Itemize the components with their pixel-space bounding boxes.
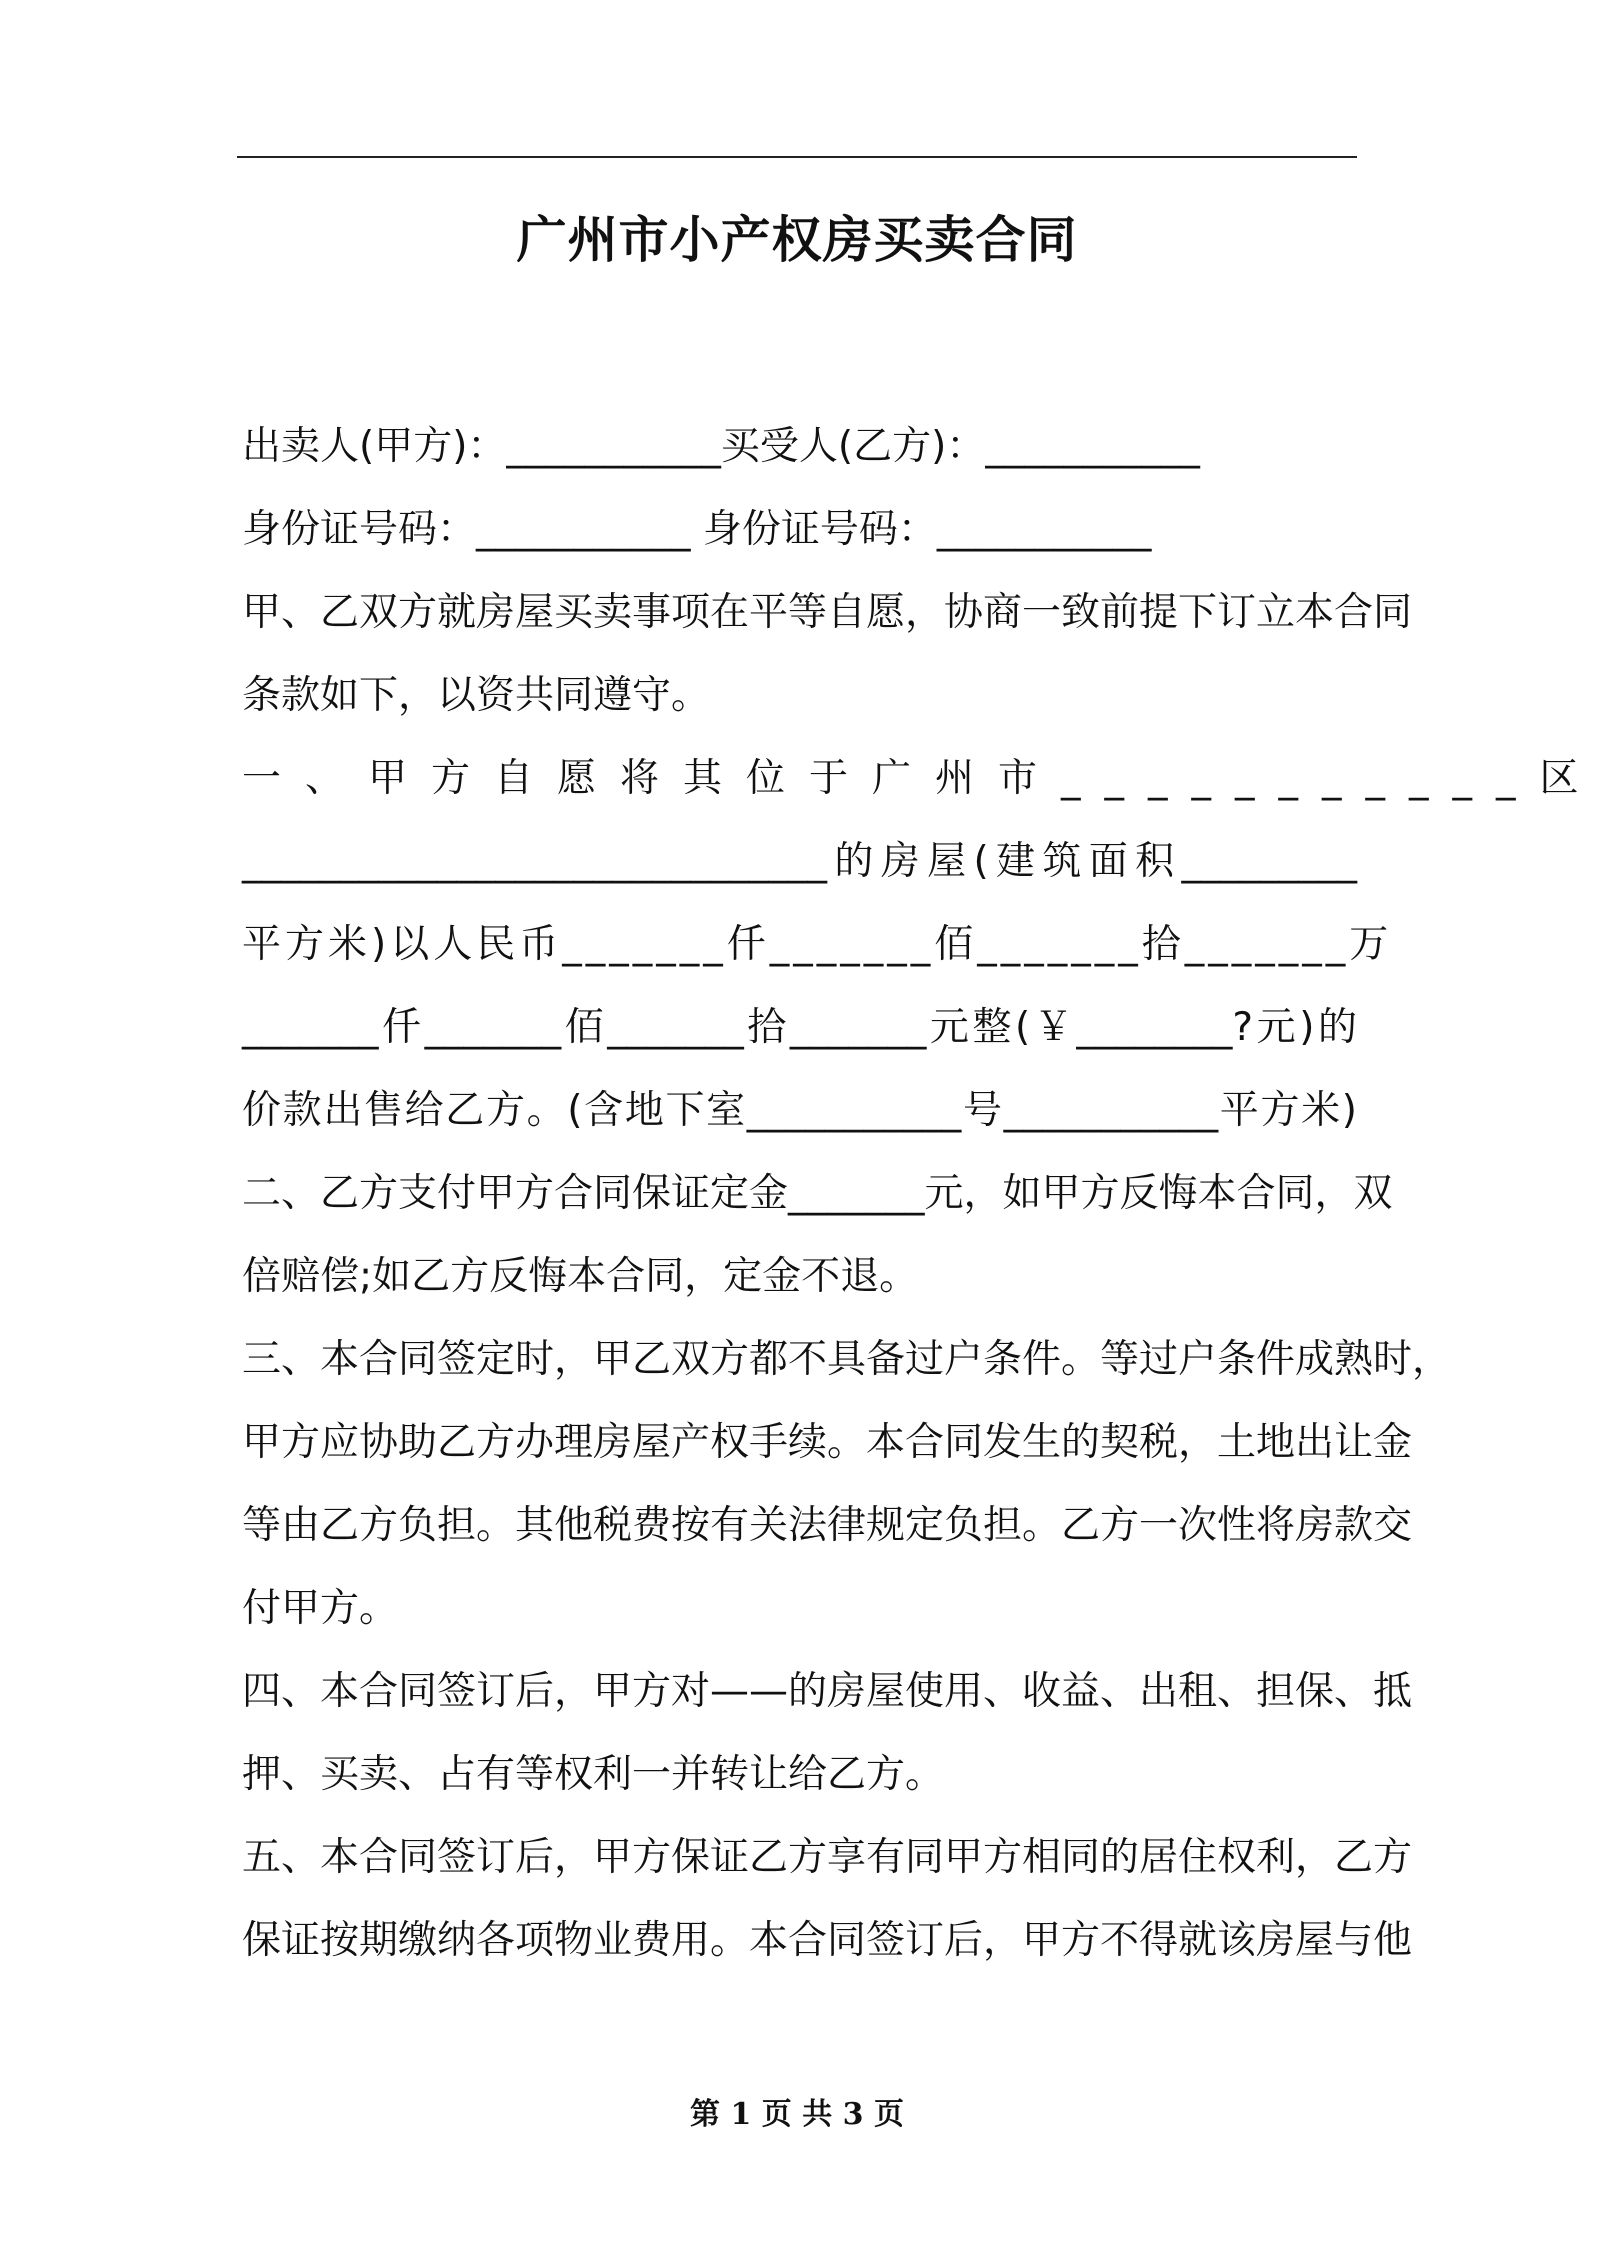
clause-3-line: 三、本合同签定时，甲乙双方都不具备过户条件。等过户条件成熟时，	[242, 1337, 1452, 1382]
seller-buyer-line: 出卖人(甲方)：___________买受人(乙方)：___________	[242, 424, 1200, 469]
clause-1-line: 一、甲方自愿将其位于广州市___________区	[242, 756, 1603, 801]
clause-1-line: 平方米)以人民币_______仟_______佰_______拾_______万	[242, 922, 1393, 967]
clause-1-line: _______仟_______佰_______拾_______元整(￥________?元)的	[242, 1005, 1357, 1050]
clause-1-line: 价款出售给乙方。(含地下室___________号___________平方米)	[242, 1088, 1357, 1133]
clause-3-line: 等由乙方负担。其他税费按有关法律规定负担。乙方一次性将房款交	[242, 1503, 1413, 1548]
page-footer: 第 1 页 共 3 页	[690, 2097, 904, 2132]
clause-2-line: 二、乙方支付甲方合同保证定金_______元，如甲方反悔本合同，双	[242, 1171, 1393, 1216]
clause-5-line: 五、本合同签订后，甲方保证乙方享有同甲方相同的居住权利，乙方	[242, 1835, 1413, 1880]
clause-4-line: 四、本合同签订后，甲方对——的房屋使用、收益、出租、担保、抵	[242, 1669, 1413, 1714]
contract-body	[242, 405, 1603, 1982]
preamble-line: 条款如下，以资共同遵守。	[242, 673, 711, 718]
header-rule	[237, 156, 1357, 158]
id-number-line: 身份证号码：___________ 身份证号码：___________	[242, 507, 1152, 552]
clause-1-line: ______________________________的房屋(建筑面积_________	[242, 839, 1357, 884]
clause-4-line: 押、买卖、占有等权利一并转让给乙方。	[242, 1752, 945, 1797]
preamble-line: 甲、乙双方就房屋买卖事项在平等自愿，协商一致前提下订立本合同	[242, 590, 1413, 635]
clause-3-line: 甲方应协助乙方办理房屋产权手续。本合同发生的契税，土地出让金	[242, 1420, 1413, 1465]
document-title: 广州市小产权房买卖合同	[516, 211, 1078, 269]
clause-5-line: 保证按期缴纳各项物业费用。本合同签订后，甲方不得就该房屋与他	[242, 1918, 1413, 1963]
clause-2-line: 倍赔偿;如乙方反悔本合同，定金不退。	[242, 1254, 919, 1299]
clause-3-line: 付甲方。	[242, 1586, 399, 1631]
